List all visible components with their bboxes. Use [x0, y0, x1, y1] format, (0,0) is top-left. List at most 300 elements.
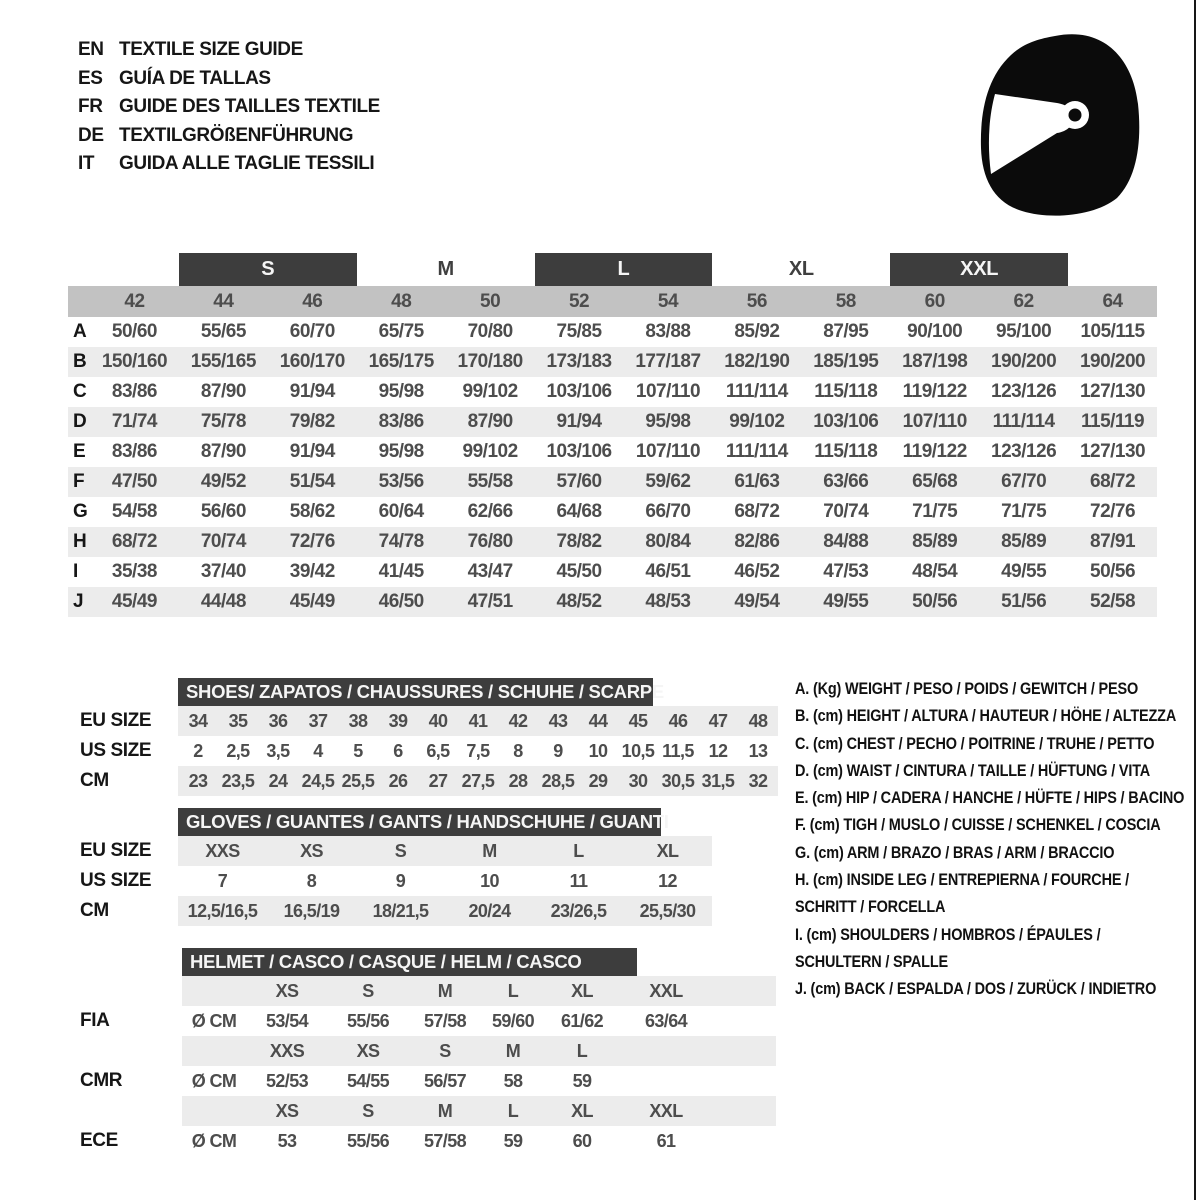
value-cell: 155/165	[190, 351, 256, 372]
value-cell: 53/56	[378, 471, 424, 492]
row-label: A	[73, 321, 87, 342]
size-number-row	[68, 286, 1157, 317]
gloves-cell: 23/26,5	[550, 900, 607, 921]
gloves-table-title: GLOVES / GUANTES / GANTS / HANDSCHUHE / GUANTI	[178, 808, 661, 836]
measurement-row-h	[68, 527, 1157, 557]
gloves-cell: 25,5/30	[639, 900, 696, 921]
value-cell: 119/122	[902, 381, 967, 402]
value-cell: 99/102	[729, 411, 785, 432]
helmet-cell: 53/54	[265, 1010, 309, 1031]
helmet-cell: Ø CM	[191, 1070, 237, 1091]
value-cell: 99/102	[462, 381, 518, 402]
shoes-cell: 34	[188, 710, 208, 731]
size-group-m: M	[437, 258, 454, 280]
guide-title-it: GUIDA ALLE TAGLIE TESSILI	[119, 153, 375, 175]
shoes-cell: 28,5	[541, 770, 575, 791]
value-cell: 60/70	[289, 321, 335, 342]
value-cell: 87/95	[823, 321, 869, 342]
value-cell: 150/160	[101, 351, 168, 372]
value-cell: 85/89	[1001, 531, 1047, 552]
language-code: IT	[78, 153, 95, 175]
helmet-cell: XS	[356, 1040, 380, 1061]
shoes-cell: 7,5	[466, 740, 490, 761]
shoes-rows	[178, 706, 778, 796]
helmet-cell: S	[439, 1040, 451, 1061]
value-cell: 65/75	[378, 321, 424, 342]
value-cell: 91/94	[289, 441, 335, 462]
value-cell: 70/74	[200, 531, 246, 552]
legend-line: SCHULTERN / SPALLE	[795, 951, 948, 971]
measurement-row-f	[68, 467, 1157, 497]
gloves-row	[178, 866, 712, 896]
shoes-cell: 10	[588, 740, 608, 761]
gloves-cell: 7	[217, 870, 228, 891]
guide-title-en: TEXTILE SIZE GUIDE	[119, 39, 303, 61]
helmet-cell: L	[507, 1100, 519, 1121]
size-header-cell: 60	[924, 290, 945, 312]
size-header-cell: 56	[746, 290, 767, 312]
helmet-cell: 60	[572, 1130, 592, 1151]
helmet-row	[182, 976, 776, 1006]
value-cell: 60/64	[378, 501, 424, 522]
shoes-cell: 28	[508, 770, 528, 791]
language-row-es	[78, 65, 380, 94]
value-cell: 87/90	[467, 411, 513, 432]
value-cell: 67/70	[1001, 471, 1047, 492]
helmet-cell: XXL	[649, 980, 683, 1001]
value-cell: 50/60	[111, 321, 157, 342]
value-cell: 47/53	[823, 561, 869, 582]
value-cell: 107/110	[635, 441, 701, 462]
size-header-cell: 44	[213, 290, 234, 312]
language-row-it	[78, 150, 380, 179]
size-header-cell: 50	[480, 290, 501, 312]
shoes-cell: 10,5	[621, 740, 655, 761]
helmet-row	[182, 1126, 776, 1156]
shoes-cell: 9	[553, 740, 563, 761]
row-label: E	[73, 441, 86, 462]
helmet-cell: 56/57	[423, 1070, 467, 1091]
value-cell: 123/126	[991, 441, 1057, 462]
helmet-cell	[182, 1036, 246, 1066]
shoes-cell: 11,5	[662, 740, 694, 761]
shoes-cell: 6,5	[426, 740, 450, 761]
legend-line: C. (cm) CHEST / PECHO / POITRINE / TRUHE / PETTO	[795, 733, 1155, 753]
size-header-cell: 48	[391, 290, 412, 312]
gloves-eu-size-label: EU SIZE	[80, 840, 152, 861]
helmet-cell: 59	[572, 1070, 592, 1091]
value-cell: 49/54	[734, 591, 780, 612]
value-cell: 84/88	[823, 531, 869, 552]
value-cell: 95/98	[378, 441, 424, 462]
helmet-row	[182, 1006, 776, 1036]
value-cell: 107/110	[635, 381, 701, 402]
value-cell: 80/84	[645, 531, 691, 552]
language-code: FR	[78, 96, 103, 118]
value-cell: 47/51	[467, 591, 513, 612]
helmet-row	[182, 1036, 776, 1066]
size-header-cell: 42	[124, 290, 145, 312]
size-header-cell: 58	[835, 290, 856, 312]
value-cell: 71/75	[1001, 501, 1047, 522]
shoes-cell: 29	[588, 770, 608, 791]
value-cell: 59/62	[645, 471, 691, 492]
value-cell: 51/54	[289, 471, 335, 492]
gloves-cell: M	[482, 840, 497, 861]
legend-line: A. (Kg) WEIGHT / PESO / POIDS / GEWITCH / PESO	[795, 679, 1139, 698]
shoes-cell: 45	[628, 710, 648, 731]
legend-line: B. (cm) HEIGHT / ALTURA / HAUTEUR / HÖHE / ALTEZZA	[795, 706, 1177, 726]
value-cell: 44/48	[200, 591, 246, 612]
shoes-cell: 23	[188, 770, 208, 791]
shoes-eu-size-label: EU SIZE	[80, 710, 152, 731]
helmet-cell: S	[362, 1100, 374, 1121]
language-code: DE	[78, 124, 104, 146]
value-cell: 95/98	[378, 381, 424, 402]
language-code: EN	[78, 39, 104, 61]
value-cell: 70/80	[467, 321, 513, 342]
shoes-cell: 2,5	[226, 740, 250, 761]
helmet-cell: 57/58	[423, 1010, 467, 1031]
value-cell: 91/94	[289, 381, 335, 402]
value-cell: 46/50	[378, 591, 424, 612]
size-header-cell: 64	[1102, 290, 1123, 312]
value-cell: 75/78	[200, 411, 246, 432]
gloves-cell: 8	[306, 870, 317, 891]
value-cell: 78/82	[556, 531, 602, 552]
helmet-cell: 59/60	[491, 1010, 535, 1031]
shoes-cell: 24	[268, 770, 288, 791]
value-cell: 111/114	[725, 441, 788, 462]
value-cell: 68/72	[111, 531, 157, 552]
value-cell: 57/60	[556, 471, 602, 492]
value-cell: 87/91	[1090, 531, 1136, 552]
helmet-cell: L	[576, 1040, 588, 1061]
measurement-row-c	[68, 377, 1157, 407]
row-label: G	[73, 501, 88, 522]
helmet-cell: 63/64	[644, 1010, 688, 1031]
helmet-cell: XL	[571, 1100, 593, 1121]
helmet-cmr-label: CMR	[80, 1070, 123, 1091]
shoes-cell: 27,5	[461, 770, 495, 791]
value-cell: 49/55	[1001, 561, 1047, 582]
value-cell: 111/114	[725, 381, 788, 402]
shoes-cell: 26	[388, 770, 408, 791]
gloves-cell: XL	[656, 840, 679, 861]
legend-line: H. (cm) INSIDE LEG / ENTREPIERNA / FOURCHE /	[795, 870, 1130, 890]
value-cell: 83/88	[645, 321, 691, 342]
value-cell: 45/50	[556, 561, 602, 582]
size-group-row	[68, 253, 1157, 286]
legend-line: D. (cm) WAIST / CINTURA / TAILLE / HÜFTUNG / VITA	[795, 760, 1151, 780]
value-cell: 54/58	[111, 501, 157, 522]
value-cell: 55/58	[467, 471, 513, 492]
helmet-cell: Ø CM	[191, 1010, 237, 1031]
helmet-cell	[182, 1096, 246, 1126]
value-cell: 170/180	[457, 351, 523, 372]
value-cell: 52/58	[1090, 591, 1136, 612]
value-cell: 127/130	[1079, 381, 1146, 402]
size-group-xxl: XXL	[890, 253, 1068, 286]
shoes-cell: 31,5	[701, 770, 735, 791]
helmet-row	[182, 1066, 776, 1096]
value-cell: 105/115	[1080, 321, 1145, 342]
value-cell: 119/122	[902, 441, 967, 462]
row-label: J	[73, 591, 84, 612]
legend-line: J. (cm) BACK / ESPALDA / DOS / ZURÜCK / INDIETRO	[795, 979, 1157, 999]
shoes-cell: 6	[393, 740, 403, 761]
shoes-cell: 35	[228, 710, 248, 731]
measurement-row-e	[68, 437, 1157, 467]
legend-line: F. (cm) TIGH / MUSLO / CUISSE / SCHENKEL / COSCIA	[795, 815, 1161, 835]
helmet-cell: M	[505, 1040, 521, 1061]
value-cell: 37/40	[200, 561, 246, 582]
shoes-cm-label: CM	[80, 770, 109, 791]
value-cell: 83/86	[111, 381, 157, 402]
shoes-cell: 41	[468, 710, 488, 731]
helmet-row	[182, 1096, 776, 1126]
value-cell: 72/76	[289, 531, 335, 552]
helmet-cell	[620, 1066, 712, 1096]
value-cell: 103/106	[546, 381, 612, 402]
size-group-s: S	[179, 253, 357, 286]
value-cell: 68/72	[1090, 471, 1136, 492]
gloves-cell: 10	[480, 870, 499, 891]
value-cell: 123/126	[991, 381, 1057, 402]
value-cell: 71/75	[912, 501, 958, 522]
shoes-cell: 24,5	[301, 770, 335, 791]
shoes-table-title: SHOES/ ZAPATOS / CHAUSSURES / SCHUHE / SCARPE	[178, 678, 653, 706]
shoes-cell: 40	[428, 710, 448, 731]
value-cell: 71/74	[111, 411, 157, 432]
value-cell: 115/119	[1080, 411, 1145, 432]
helmet-cell: M	[437, 1100, 453, 1121]
helmet-cell: 52/53	[265, 1070, 309, 1091]
shoes-row	[178, 736, 778, 766]
value-cell: 83/86	[111, 441, 157, 462]
value-cell: 62/66	[467, 501, 513, 522]
value-cell: 185/195	[813, 351, 879, 372]
helmet-cell: XXS	[269, 1040, 305, 1061]
gloves-cell: 12	[658, 870, 677, 891]
language-row-de	[78, 122, 380, 151]
helmet-cell: 55/56	[346, 1010, 390, 1031]
row-label: H	[73, 531, 87, 552]
corner-cell	[68, 286, 90, 317]
gloves-size-table	[178, 808, 712, 926]
guide-title-es: GUÍA DE TALLAS	[119, 67, 271, 89]
shoes-cell: 39	[388, 710, 408, 731]
gloves-cm-label: CM	[80, 900, 109, 921]
value-cell: 65/68	[912, 471, 958, 492]
measurement-legend	[795, 675, 1200, 1003]
helmet-cell: M	[437, 980, 453, 1001]
helmet-cell: XS	[275, 1100, 299, 1121]
value-cell: 35/38	[111, 561, 157, 582]
value-cell: 190/200	[991, 351, 1057, 372]
shoes-cell: 36	[268, 710, 288, 731]
measurement-row-b	[68, 347, 1157, 377]
shoes-cell: 25,5	[341, 770, 375, 791]
helmet-cell: 53	[277, 1130, 297, 1151]
measurement-row-a	[68, 317, 1157, 347]
value-cell: 160/170	[279, 351, 345, 372]
value-cell: 127/130	[1079, 441, 1146, 462]
value-cell: 85/89	[912, 531, 958, 552]
row-label: I	[73, 561, 79, 582]
shoes-cell: 42	[508, 710, 528, 731]
helmet-cell	[620, 1036, 712, 1066]
gloves-cell: 11	[569, 870, 588, 891]
value-cell: 82/86	[734, 531, 780, 552]
language-list	[78, 36, 380, 179]
value-cell: 55/65	[200, 321, 246, 342]
gloves-cell: 18/21,5	[372, 900, 429, 921]
value-cell: 83/86	[378, 411, 424, 432]
helmet-ece-label: ECE	[80, 1130, 118, 1151]
value-cell: 177/187	[635, 351, 701, 372]
shoes-size-table	[178, 678, 778, 796]
value-cell: 91/94	[556, 411, 602, 432]
value-cell: 75/85	[556, 321, 602, 342]
value-cell: 64/68	[556, 501, 602, 522]
value-cell: 72/76	[1090, 501, 1136, 522]
helmet-cell: Ø CM	[191, 1130, 237, 1151]
language-row-en	[78, 36, 380, 65]
shoes-cell: 48	[748, 710, 768, 731]
value-cell: 46/51	[645, 561, 691, 582]
value-cell: 63/66	[823, 471, 869, 492]
shoes-cell: 32	[748, 770, 768, 791]
measurement-row-i	[68, 557, 1157, 587]
value-cell: 182/190	[724, 351, 790, 372]
value-cell: 58/62	[289, 501, 335, 522]
shoes-cell: 12	[708, 740, 728, 761]
shoes-cell: 4	[313, 740, 323, 761]
helmet-cell: XS	[275, 980, 299, 1001]
value-cell: 115/118	[814, 441, 878, 462]
value-cell: 87/90	[200, 381, 246, 402]
shoes-cell: 8	[513, 740, 523, 761]
gloves-rows	[178, 836, 712, 926]
value-cell: 61/63	[734, 471, 780, 492]
helmet-cell: 57/58	[423, 1130, 467, 1151]
gloves-cell: XXS	[205, 840, 240, 861]
measurement-row-d	[68, 407, 1157, 437]
value-cell: 56/60	[200, 501, 246, 522]
value-cell: 49/52	[200, 471, 246, 492]
row-label: F	[73, 471, 85, 492]
value-cell: 49/55	[823, 591, 869, 612]
value-cell: 87/90	[200, 441, 246, 462]
gloves-cell: L	[573, 840, 584, 861]
value-cell: 47/50	[111, 471, 157, 492]
shoes-cell: 47	[708, 710, 728, 731]
legend-line: G. (cm) ARM / BRAZO / BRAS / ARM / BRACCIO	[795, 842, 1115, 862]
gloves-cell: 9	[395, 870, 406, 891]
value-cell: 51/56	[1001, 591, 1047, 612]
value-cell: 107/110	[902, 411, 967, 432]
gloves-cell: 16,5/19	[283, 900, 340, 921]
row-label: D	[73, 411, 87, 432]
language-code: ES	[78, 67, 103, 89]
shoes-cell: 13	[748, 740, 768, 761]
helmet-table-title: HELMET / CASCO / CASQUE / HELM / CASCO	[182, 948, 637, 976]
gloves-row	[178, 836, 712, 866]
helmet-cell: 58	[503, 1070, 523, 1091]
gloves-cell: S	[394, 840, 407, 861]
shoes-cell: 30	[628, 770, 648, 791]
helmet-fia-label: FIA	[80, 1010, 110, 1031]
value-cell: 41/45	[378, 561, 424, 582]
helmet-cell: 61	[656, 1130, 676, 1151]
shoes-cell: 27	[428, 770, 448, 791]
helmet-cell: 59	[503, 1130, 523, 1151]
legend-line: SCHRITT / FORCELLA	[795, 897, 946, 917]
shoes-us-size-label: US SIZE	[80, 740, 152, 761]
helmet-cell: L	[507, 980, 519, 1001]
value-cell: 48/52	[556, 591, 602, 612]
size-header-cell: 62	[1013, 290, 1034, 312]
helmet-cell: 54/55	[346, 1070, 390, 1091]
value-cell: 46/52	[734, 561, 780, 582]
textile-size-table	[68, 253, 1157, 617]
gloves-row	[178, 896, 712, 926]
measurement-row-g	[68, 497, 1157, 527]
value-cell: 66/70	[645, 501, 691, 522]
shoes-cell: 2	[193, 740, 203, 761]
gloves-us-size-label: US SIZE	[80, 870, 152, 891]
value-cell: 165/175	[368, 351, 434, 372]
size-group-l: L	[535, 253, 713, 286]
helmet-cell	[182, 976, 246, 1006]
value-cell: 68/72	[734, 501, 780, 522]
value-cell: 90/100	[907, 321, 963, 342]
helmet-cell: S	[362, 980, 374, 1001]
row-label: C	[73, 381, 87, 402]
right-edge-line	[1194, 0, 1196, 1200]
helmet-rows	[182, 976, 776, 1156]
size-header-cell: 46	[302, 290, 323, 312]
value-cell: 111/114	[992, 411, 1055, 432]
gloves-cell: XS	[300, 840, 323, 861]
shoes-cell: 37	[308, 710, 328, 731]
value-cell: 48/53	[645, 591, 691, 612]
language-row-fr	[78, 93, 380, 122]
value-cell: 190/200	[1079, 351, 1146, 372]
shoes-cell: 44	[588, 710, 608, 731]
value-cell: 39/42	[289, 561, 335, 582]
value-cell: 74/78	[378, 531, 424, 552]
gloves-cell: 12,5/16,5	[187, 900, 258, 921]
helmet-cell: XL	[571, 980, 593, 1001]
helmet-cell: XXL	[649, 1100, 683, 1121]
row-label: B	[73, 351, 87, 372]
racing-helmet-icon	[955, 20, 1185, 220]
gloves-cell: 20/24	[468, 900, 511, 921]
helmet-cell: 55/56	[346, 1130, 390, 1151]
value-cell: 115/118	[814, 381, 878, 402]
value-cell: 103/106	[813, 411, 879, 432]
value-cell: 103/106	[546, 441, 612, 462]
shoes-cell: 30,5	[661, 770, 695, 791]
shoes-cell: 43	[548, 710, 568, 731]
size-group-xl: XL	[788, 258, 814, 280]
size-header-cell: 52	[568, 290, 590, 312]
value-cell: 50/56	[912, 591, 958, 612]
legend-line: I. (cm) SHOULDERS / HOMBROS / ÉPAULES /	[795, 924, 1101, 944]
value-cell: 95/98	[645, 411, 691, 432]
